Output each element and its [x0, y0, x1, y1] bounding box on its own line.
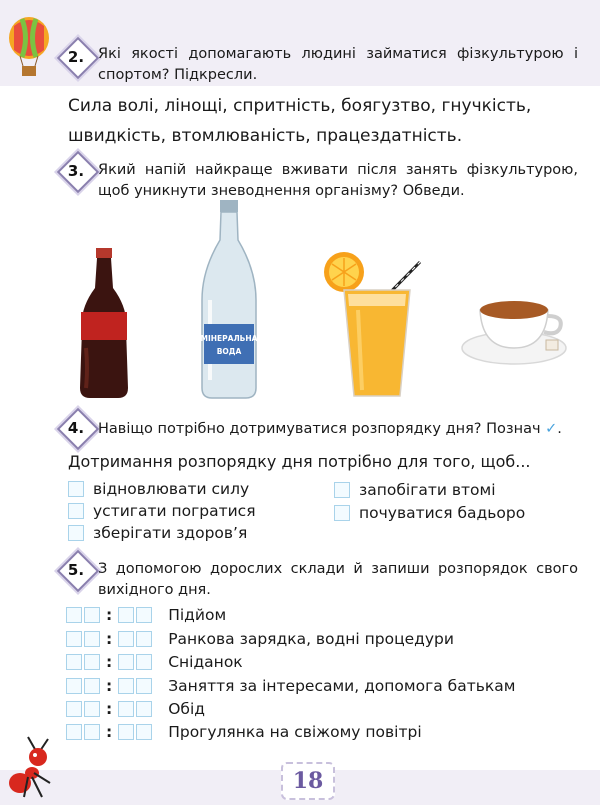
minute-cell[interactable]: [136, 701, 152, 717]
schedule-row: [66, 698, 205, 720]
cola-bottle-icon[interactable]: [76, 248, 132, 400]
checkbox[interactable]: [334, 505, 350, 521]
checkbox-option[interactable]: [68, 478, 249, 500]
hour-cell[interactable]: [84, 607, 100, 623]
hour-cell[interactable]: [84, 724, 100, 740]
hour-cell[interactable]: [66, 701, 82, 717]
hour-cell[interactable]: [84, 654, 100, 670]
checkbox-option[interactable]: [68, 500, 256, 522]
minute-cell[interactable]: [136, 724, 152, 740]
time-colon: :: [106, 723, 113, 741]
schedule-label: Ранкова зарядка, водні процедури: [168, 630, 454, 648]
time-colon: :: [106, 700, 113, 718]
question-number: 2.: [67, 48, 85, 66]
option-label: запобігати втомі: [359, 481, 496, 499]
question-number: 3.: [67, 162, 85, 180]
question-text: [98, 419, 578, 440]
checkbox[interactable]: [68, 503, 84, 519]
tea-cup-icon[interactable]: [460, 292, 570, 366]
minute-cell[interactable]: [118, 678, 134, 694]
question-text: З допомогою дорослих склади й запиши розпорядок свого вихідного дня.: [98, 561, 578, 598]
schedule-row: [66, 604, 226, 626]
time-colon: :: [106, 677, 113, 695]
hour-cell[interactable]: [66, 678, 82, 694]
answer-options-text[interactable]: Сила волі, лінощі, спритність, боягузтво, гнучкість, швидкість, втомлюваність, працездатність.: [68, 96, 532, 146]
schedule-label: Сніданок: [168, 653, 243, 671]
checkbox-option[interactable]: [68, 522, 247, 544]
minute-cell[interactable]: [118, 724, 134, 740]
question-text-period: .: [557, 421, 562, 437]
schedule-row: [66, 721, 422, 743]
minute-cell[interactable]: [136, 631, 152, 647]
minute-cell[interactable]: [118, 654, 134, 670]
time-colon: :: [106, 606, 113, 624]
hour-cell[interactable]: [84, 631, 100, 647]
minute-cell[interactable]: [118, 701, 134, 717]
hour-cell[interactable]: [66, 724, 82, 740]
option-label: устигати погратися: [93, 502, 256, 520]
ant-icon: [6, 735, 68, 801]
minute-cell[interactable]: [136, 654, 152, 670]
option-label: почуватися бадьоро: [359, 504, 526, 522]
minute-cell[interactable]: [118, 607, 134, 623]
minute-cell[interactable]: [136, 678, 152, 694]
question-number: 5.: [67, 561, 85, 579]
checkbox[interactable]: [334, 482, 350, 498]
checkbox-option[interactable]: [334, 502, 525, 524]
schedule-row: [66, 628, 454, 650]
hour-cell[interactable]: [84, 701, 100, 717]
question-text: Який напій найкраще вживати після занять фізкультурою, щоб уникнути зневоднення організму? Обведи.: [98, 162, 578, 199]
mineral-water-bottle-icon[interactable]: [198, 200, 260, 400]
schedule-label: Заняття за інтересами, допомога батькам: [168, 677, 516, 695]
checkbox-option[interactable]: [334, 479, 496, 501]
option-label: зберігати здоров’я: [93, 524, 248, 542]
hour-cell[interactable]: [66, 607, 82, 623]
time-colon: :: [106, 653, 113, 671]
hour-cell[interactable]: [84, 678, 100, 694]
question-number: 4.: [67, 419, 85, 437]
minute-cell[interactable]: [118, 631, 134, 647]
option-label: відновлювати силу: [93, 480, 250, 498]
orange-juice-icon[interactable]: [318, 250, 428, 400]
page-number: 18: [281, 762, 335, 800]
hot-air-balloon-icon: [6, 16, 52, 78]
hour-cell[interactable]: [66, 631, 82, 647]
question-text: Які якості допомагають людині займатися фізкультурою і спортом? Підкресли.: [98, 46, 578, 83]
checkbox[interactable]: [68, 481, 84, 497]
bottle-label-line1: МІНЕРАЛЬНА: [200, 334, 258, 343]
schedule-row: [66, 651, 243, 673]
checkmark-icon: ✓: [545, 421, 558, 437]
checkbox[interactable]: [68, 525, 84, 541]
minute-cell[interactable]: [136, 607, 152, 623]
bottle-label-line2: ВОДА: [216, 347, 242, 356]
schedule-row: [66, 675, 515, 697]
schedule-label: Підйом: [168, 606, 227, 624]
time-colon: :: [106, 630, 113, 648]
schedule-label: Прогулянка на свіжому повітрі: [168, 723, 422, 741]
check-lead-text: Дотримання розпорядку дня потрібно для того, щоб...: [68, 452, 531, 471]
question-text-main: Навіщо потрібно дотримуватися розпорядку дня? Познач: [98, 421, 541, 437]
hour-cell[interactable]: [66, 654, 82, 670]
schedule-label: Обід: [168, 700, 205, 718]
